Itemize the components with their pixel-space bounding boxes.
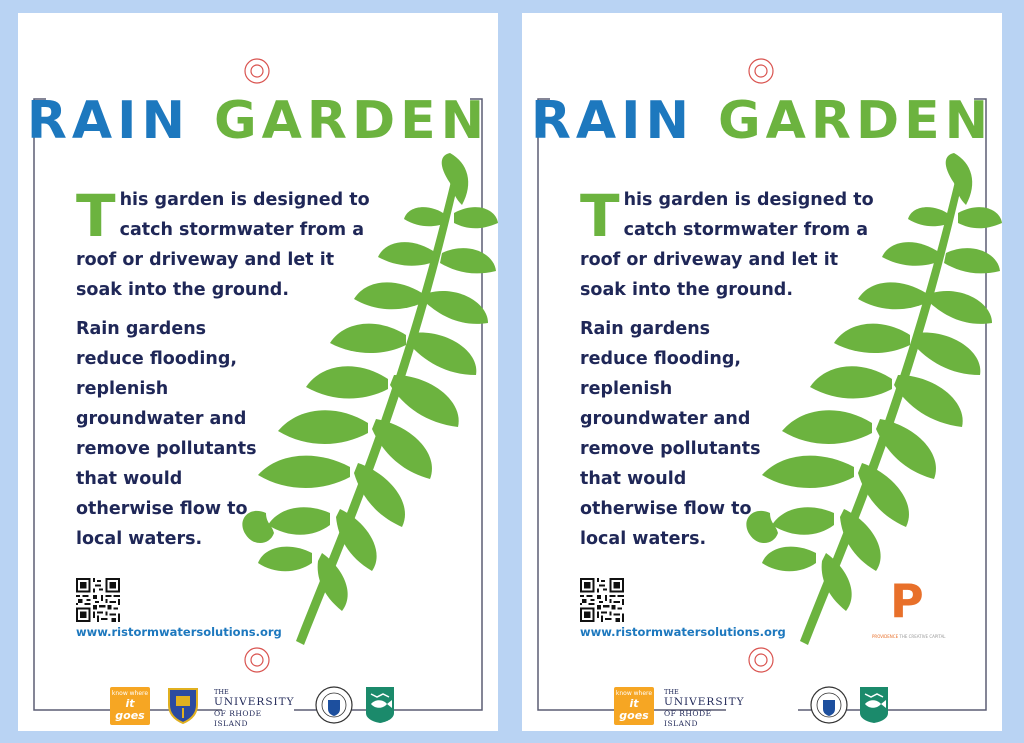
- drop-cap: T: [580, 182, 620, 250]
- benefits-paragraph: Rain gardens reduce flooding, replenish groundwater and remove pollutants that would otherwise flow to local waters.: [76, 319, 257, 549]
- intro-text: his garden is designed to catch stormwater from a roof or driveway and let it soak into the ground.: [76, 190, 370, 300]
- uri-logo: THE UNIVERSITY OF RHODE ISLAND: [214, 688, 295, 728]
- seal-logo: [810, 686, 848, 724]
- rain-garden-sign-right: [522, 13, 1002, 731]
- hanging-hole-icon: [746, 56, 776, 86]
- fish-logo: [365, 686, 395, 724]
- title-rain: RAIN: [530, 91, 694, 151]
- hanging-hole-icon: [242, 56, 272, 86]
- intro-paragraph: [580, 182, 880, 305]
- intro-text: his garden is designed to catch stormwater from a roof or driveway and let it soak into the ground.: [580, 190, 874, 300]
- drop-cap: T: [76, 182, 116, 250]
- intro-paragraph: [76, 182, 376, 305]
- seal-logo: [315, 686, 353, 724]
- rain-garden-sign-left: [18, 13, 498, 731]
- know-where-it-goes-logo: know where it goes: [110, 687, 150, 725]
- fish-logo: [859, 686, 889, 724]
- providence-logo: [872, 574, 962, 648]
- crest-logo: [166, 686, 200, 724]
- providence-tagline: PROVIDENCE THE CREATIVE CAPITAL: [872, 634, 946, 639]
- website-link[interactable]: www.ristormwatersolutions.org: [76, 625, 282, 639]
- benefits-paragraph: Rain gardens reduce flooding, replenish groundwater and remove pollutants that would otherwise flow to local waters.: [580, 319, 761, 549]
- title-garden: GARDEN: [717, 91, 994, 151]
- website-link[interactable]: www.ristormwatersolutions.org: [580, 625, 786, 639]
- title-garden: GARDEN: [213, 91, 490, 151]
- providence-p-mark: P: [890, 574, 924, 628]
- know-where-it-goes-logo: know where it goes: [614, 687, 654, 725]
- sign-title: [18, 91, 498, 151]
- qr-code-icon[interactable]: [580, 578, 624, 622]
- title-rain: RAIN: [26, 91, 190, 151]
- sign-title: [522, 91, 1002, 151]
- uri-logo: THE UNIVERSITY OF RHODE ISLAND: [664, 688, 745, 728]
- qr-code-icon[interactable]: [76, 578, 120, 622]
